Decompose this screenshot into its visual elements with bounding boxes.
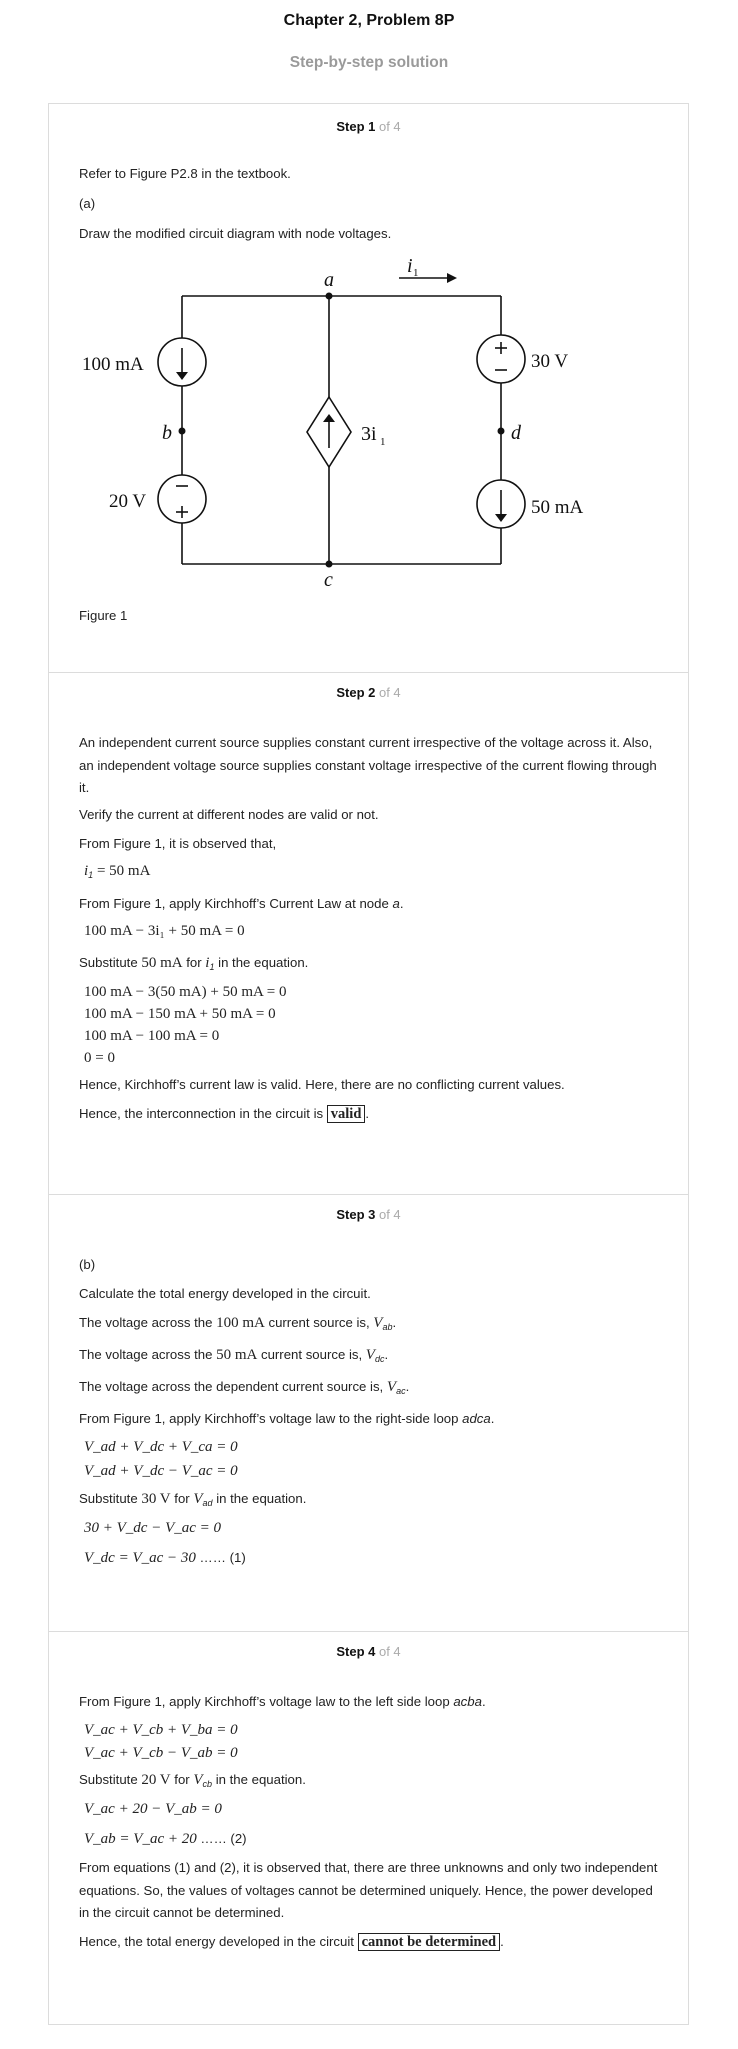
step-number: Step 1 bbox=[336, 119, 376, 134]
step-1-instruction: Draw the modified circuit diagram with node voltages. bbox=[79, 226, 392, 241]
step-4-substitute: Substitute 20 V for $V_{cb}$ in the equation. bbox=[79, 1772, 306, 1789]
step-3-part-label: (b) bbox=[79, 1257, 96, 1272]
step-total: of 4 bbox=[375, 119, 401, 134]
step-2-heading bbox=[49, 685, 688, 700]
step-total: of 4 bbox=[375, 1644, 401, 1659]
equation-simplified-2: 100 mA − 100 mA = 0 bbox=[84, 1028, 220, 1044]
step-number: Step 4 bbox=[336, 1644, 376, 1659]
page-title: Chapter 2, Problem 8P bbox=[283, 12, 455, 29]
answer-box: valid bbox=[327, 1105, 366, 1123]
source-20v-label: 20 V bbox=[109, 491, 147, 512]
equation-1: V_dc = V_ac − 30 …… (1) bbox=[84, 1550, 246, 1566]
step-1-heading bbox=[49, 119, 688, 134]
step-3-vdc: The voltage across the 50 mA current source is, $V_{dc}$. bbox=[79, 1347, 389, 1364]
step-2-intro: An independent current source supplies constant current irrespective of the voltage across it. Also, an independent voltage source supplies constant voltage irrespective of the current flowing through it. bbox=[79, 735, 657, 795]
equation-substituted: 100 mA − 3(50 mA) + 50 mA = 0 bbox=[84, 984, 287, 1000]
node-c-label: c bbox=[324, 569, 333, 591]
dependent-source-subscript: 1 bbox=[380, 436, 386, 448]
step-3-heading bbox=[49, 1207, 688, 1222]
equation-kvl-left-1: V_ac + V_cb + V_ba = 0 bbox=[84, 1722, 238, 1738]
step-3-vac: The voltage across the dependent current source is, $V_{ac}$. bbox=[79, 1379, 410, 1396]
current-i1-subscript: 1 bbox=[413, 267, 419, 279]
step-2-conclusion: Hence, Kirchhoff’s current law is valid. Here, there are no conflicting current values. bbox=[79, 1077, 565, 1092]
step-number: Step 2 bbox=[336, 685, 376, 700]
step-3-kvl: From Figure 1, apply Kirchhoff’s voltage law to the right-side loop adca. bbox=[79, 1411, 495, 1426]
step-1 bbox=[49, 104, 688, 673]
equation-kvl-left-3: V_ac + 20 − V_ab = 0 bbox=[84, 1801, 222, 1817]
solution-container bbox=[48, 103, 689, 2025]
step-4-reasoning: From equations (1) and (2), it is observed that, there are three unknowns and only two independent equations. So, the values of voltages cannot be determined uniquely. Hence, the power developed in the circuit cannot be determined. bbox=[79, 1860, 658, 1920]
node-b-label: b bbox=[162, 422, 172, 444]
step-total: of 4 bbox=[375, 685, 401, 700]
source-100ma-label: 100 mA bbox=[82, 354, 144, 375]
step-number: Step 3 bbox=[336, 1207, 376, 1222]
node-b-dot bbox=[179, 428, 186, 435]
step-3 bbox=[49, 1195, 688, 1632]
step-2-observed: From Figure 1, it is observed that, bbox=[79, 836, 277, 851]
current-i1-label: i bbox=[407, 255, 413, 277]
step-3-substitute: Substitute 30 V for $V_{ad}$ in the equation. bbox=[79, 1491, 307, 1508]
step-2-answer: Hence, the interconnection in the circuit is valid . bbox=[79, 1106, 370, 1122]
step-2 bbox=[49, 673, 688, 1195]
node-a-dot bbox=[326, 293, 333, 300]
step-2-substitute: Substitute 50 mA for $i_1$ in the equation. bbox=[79, 955, 309, 972]
answer-box: cannot be determined bbox=[358, 1933, 501, 1951]
equation-2: V_ab = V_ac + 20 …… (2) bbox=[84, 1831, 247, 1847]
step-2-kcl: From Figure 1, apply Kirchhoff’s Current Law at node a. bbox=[79, 896, 404, 911]
arrow-right-icon bbox=[447, 273, 457, 283]
circuit-diagram bbox=[49, 254, 688, 594]
step-3-instruction: Calculate the total energy developed in the circuit. bbox=[79, 1286, 371, 1301]
figure-caption: Figure 1 bbox=[79, 608, 128, 623]
equation-i1: $i_1 = 50$ mA bbox=[84, 863, 151, 880]
node-d-dot bbox=[498, 428, 505, 435]
equation-result: 0 = 0 bbox=[84, 1050, 115, 1066]
equation-kvl-1: V_ad + V_dc + V_ca = 0 bbox=[84, 1439, 238, 1455]
node-a-label: a bbox=[324, 269, 334, 291]
node-d-label: d bbox=[511, 422, 521, 444]
step-4-heading bbox=[49, 1644, 688, 1659]
node-c-dot bbox=[326, 561, 333, 568]
dependent-source-label: 3i bbox=[361, 423, 377, 445]
step-1-text: Refer to Figure P2.8 in the textbook. bbox=[79, 166, 291, 181]
step-4 bbox=[49, 1632, 688, 2024]
step-total: of 4 bbox=[375, 1207, 401, 1222]
equation-simplified-1: 100 mA − 150 mA + 50 mA = 0 bbox=[84, 1006, 276, 1022]
source-50ma-label: 50 mA bbox=[531, 497, 584, 518]
step-4-answer: Hence, the total energy developed in the circuit cannot be determined . bbox=[79, 1934, 504, 1950]
step-4-kvl: From Figure 1, apply Kirchhoff’s voltage law to the left side loop acba. bbox=[79, 1694, 486, 1709]
equation-kvl-2: V_ad + V_dc − V_ac = 0 bbox=[84, 1463, 238, 1479]
equation-kvl-3: 30 + V_dc − V_ac = 0 bbox=[84, 1520, 222, 1536]
equation-kvl-left-2: V_ac + V_cb − V_ab = 0 bbox=[84, 1745, 238, 1761]
step-3-vab: The voltage across the 100 mA current source is, $V_{ab}$. bbox=[79, 1315, 397, 1332]
source-30v-label: 30 V bbox=[531, 351, 569, 372]
step-2-verify: Verify the current at different nodes are valid or not. bbox=[79, 807, 379, 822]
equation-kcl: 100 mA − 3i₁ + 50 mA = 0 bbox=[84, 923, 245, 939]
page-subtitle: Step-by-step solution bbox=[289, 54, 449, 71]
step-1-part-label: (a) bbox=[79, 196, 96, 211]
